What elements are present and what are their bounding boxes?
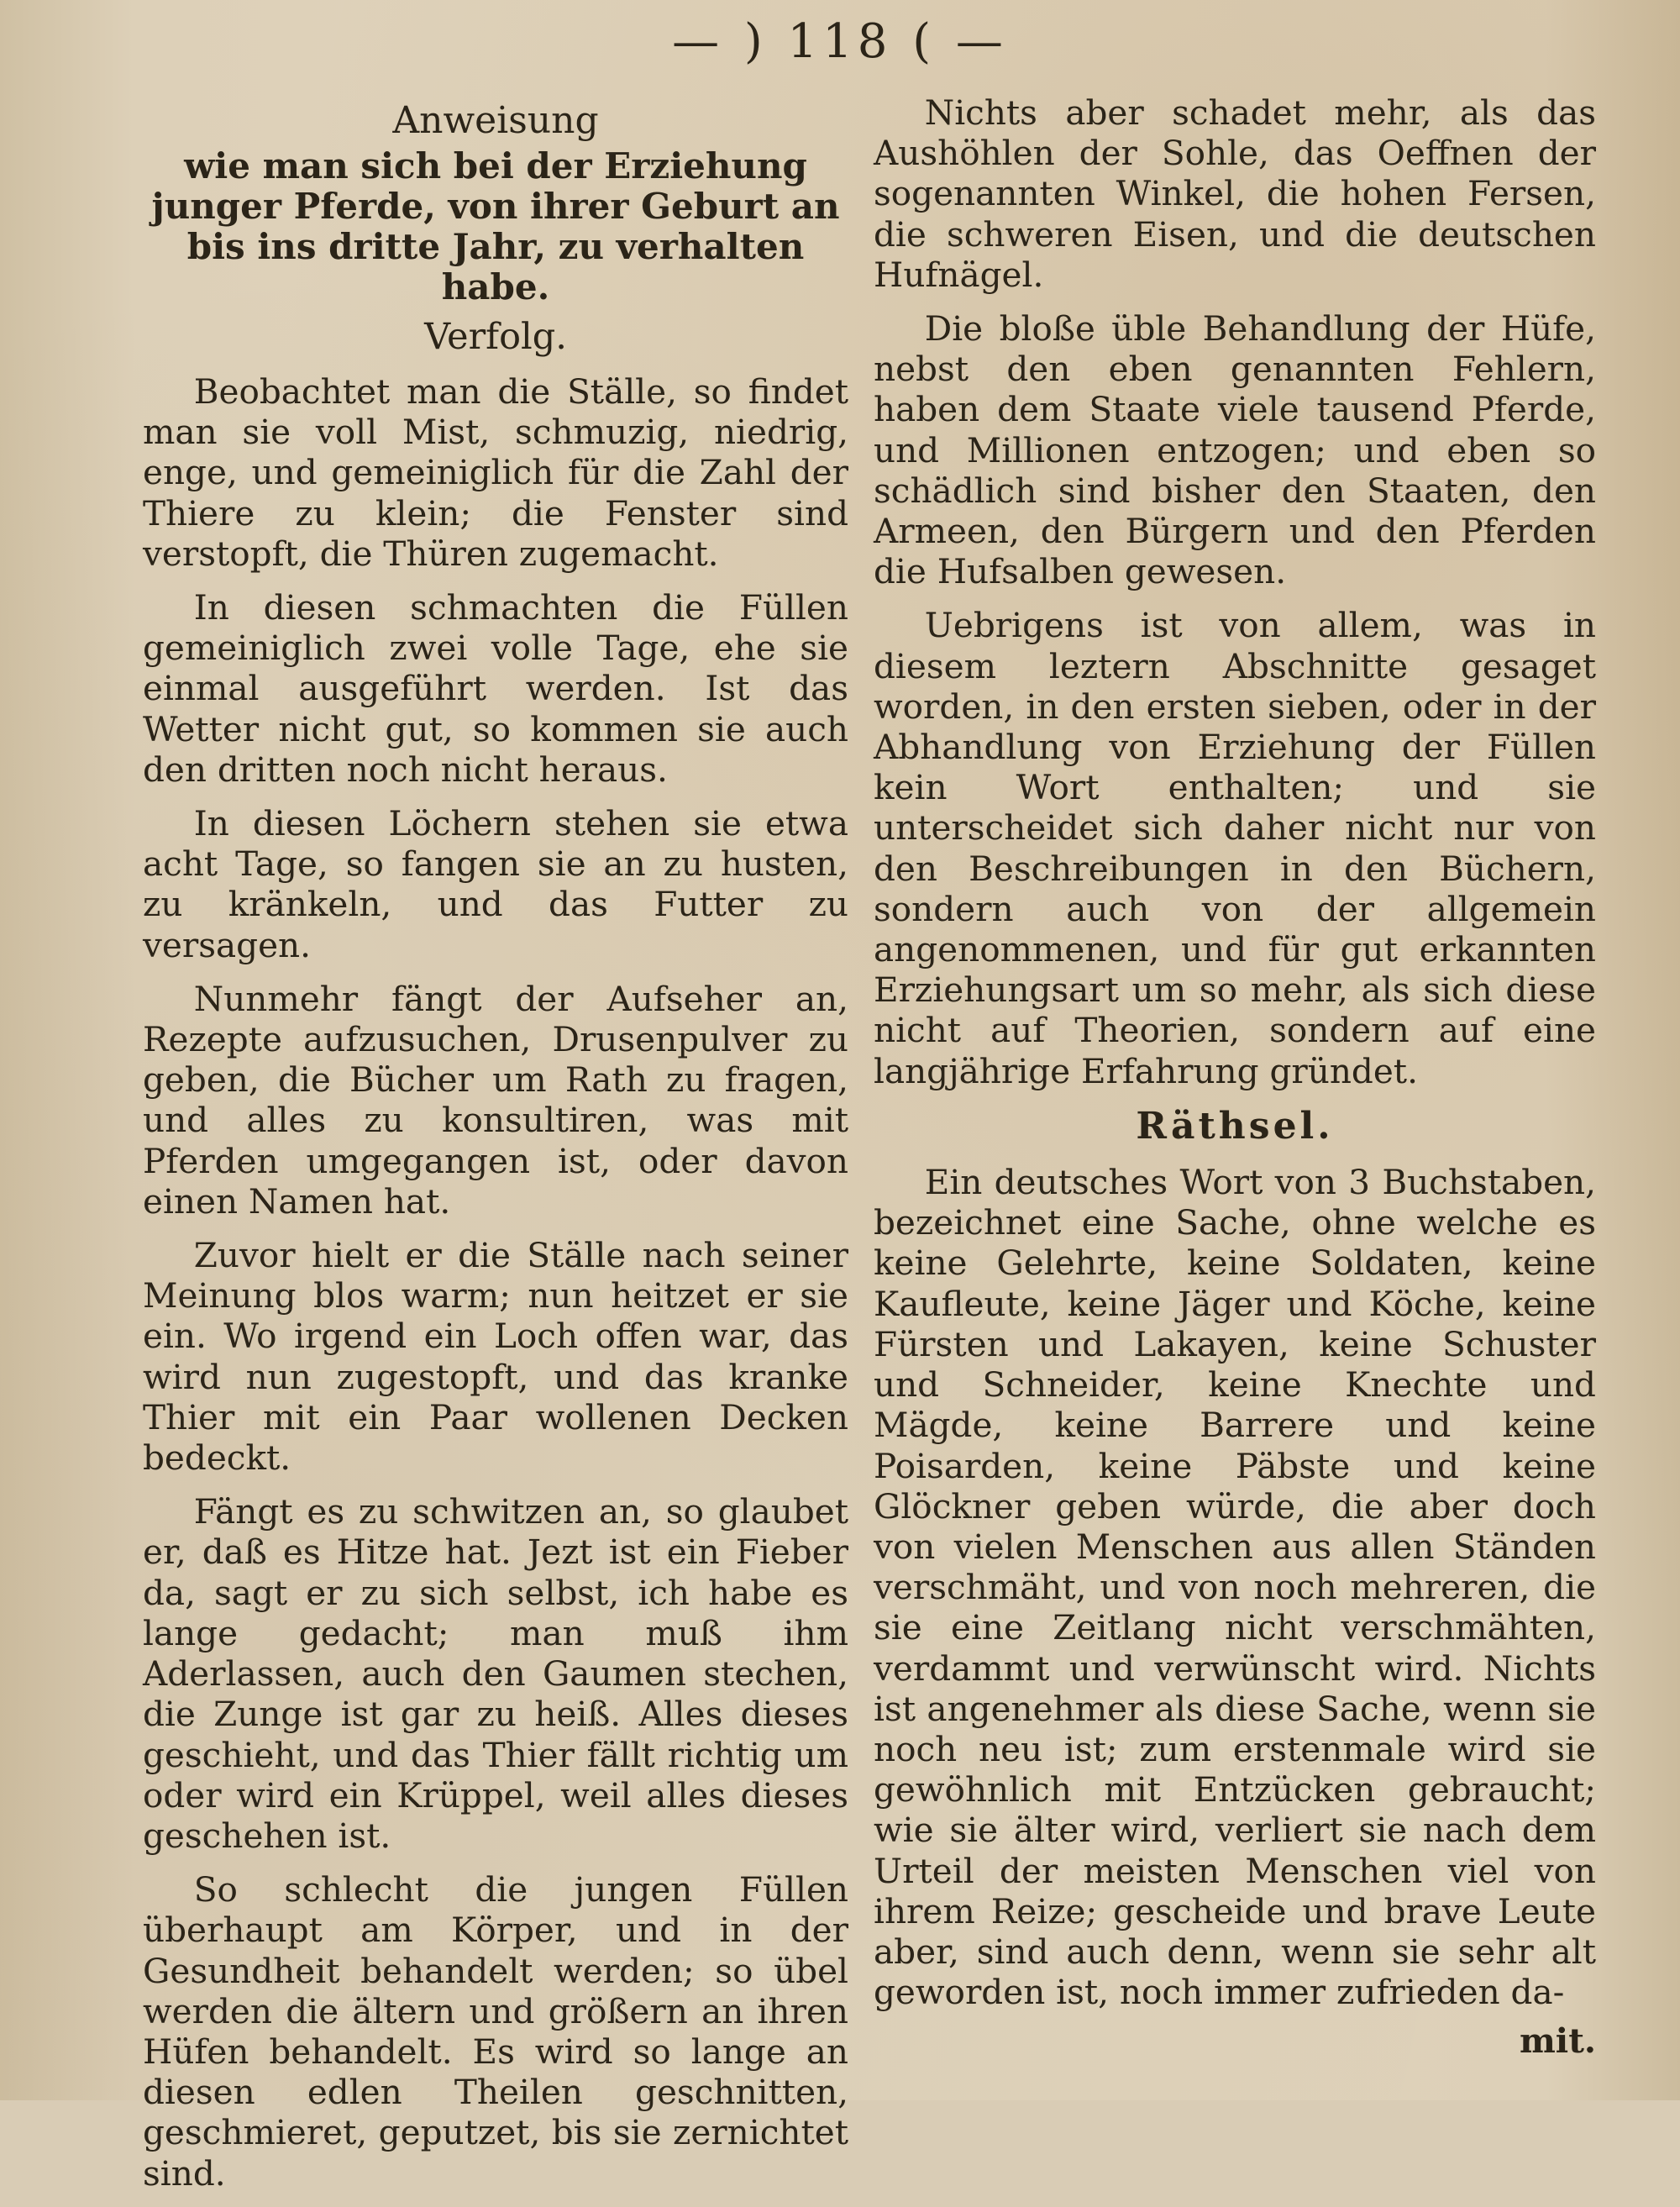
section-heading: Verfolg. bbox=[424, 316, 567, 358]
paragraph: Die bloße üble Behandlung der Hüfe, nebst den eben genannten Fehlern, haben dem Staate viele tausend Pferde, und Millionen entzogen; und eben so schädlich sind bisher den Staaten, den Armeen, den Bürgern und den Pferden die Hufsalben gewesen. bbox=[874, 308, 1596, 592]
paragraph: Nichts aber schadet mehr, als das Aushöhlen der Sohle, das Oeffnen der sogenannten Winkel, die hohen Fersen, die schweren Eisen, und die deutschen Hufnägel. bbox=[874, 92, 1596, 295]
riddle-end-word: mit. bbox=[1519, 2020, 1596, 2062]
article-title: Anweisung bbox=[392, 99, 599, 142]
paragraph: In diesen Löchern stehen sie etwa acht Tage, so fangen sie an zu husten, zu kränkeln, und das Futter zu versagen. bbox=[143, 803, 848, 965]
paragraph: Uebrigens ist von allem, was in diesem leztern Abschnitte gesaget worden, in den ersten sieben, oder in der Abhandlung von Erziehung der Füllen kein Wort enthalten; und sie unterscheidet sich daher nicht nur von den Beschreibungen in den Büchern, sondern auch von der allgemein angenommenen, und für gut erkannten Erziehungsart um so mehr, als sich diese nicht auf Theorien, sondern auf eine langjährige Erfahrung gründet. bbox=[874, 605, 1596, 1091]
paragraph: In diesen schmachten die Füllen gemeiniglich zwei volle Tage, ehe sie einmal ausgeführt werden. Ist das Wetter nicht gut, so kommen sie auch den dritten noch nicht heraus. bbox=[143, 587, 848, 790]
paragraph: Nunmehr fängt der Aufseher an, Rezepte aufzusuchen, Drusenpulver zu geben, die Bücher um Rath zu fragen, und alles zu konsultiren, was mit Pferden umgegangen ist, oder davon einen Namen hat. bbox=[143, 978, 848, 1222]
right-column bbox=[874, 92, 1596, 2062]
paragraph: So schlecht die jungen Füllen überhaupt am Körper, und in der Gesundheit behandelt werden; so übel werden die ältern und größern an ihren Hüfen behandelt. Es wird so lange an diesen edlen Theilen geschnitten, geschmieret, geputzet, bis sie zernichtet sind. bbox=[143, 1869, 848, 2194]
paragraph: Fängt es zu schwitzen an, so glaubet er, daß es Hitze hat. Jezt ist ein Fieber da, sagt er zu sich selbst, ich habe es lange gedacht; man muß ihm Aderlassen, auch den Gaumen stechen, die Zunge ist gar zu heiß. Alles dieses geschieht, und das Thier fällt richtig um oder wird ein Krüppel, weil alles dieses geschehen ist. bbox=[143, 1491, 848, 1856]
page-number-header: — ) 118 ( — bbox=[672, 14, 1008, 69]
riddle-heading: Räthsel. bbox=[1136, 1104, 1334, 1148]
article-subtitle: wie man sich bei der Erziehung junger Pferde, von ihrer Geburt an bis ins dritte Jahr, zu verhalten habe. bbox=[151, 145, 840, 307]
riddle-text: Ein deutsches Wort von 3 Buchstaben, bezeichnet eine Sache, ohne welche es keine Gelehrte, keine Soldaten, keine Kaufleute, keine Jäger und Köche, keine Fürsten und Lakayen, keine Schuster und Schneider, keine Knechte und Mägde, keine Barrere und keine Poisarden, keine Päbste und keine Glöckner geben würde, die aber doch von vielen Menschen aus allen Ständen verschmäht, und von noch mehreren, die sie eine Zeitlang nicht verschmähten, verdammt und verwünscht wird. Nichts ist angenehmer als diese Sache, wenn sie noch neu ist; zum erstenmale wird sie gewöhnlich mit Entzücken gebraucht; wie sie älter wird, verliert sie nach dem Urteil der meisten Menschen viel von ihrem Reize; gescheide und brave Leute aber, sind auch denn, wenn sie sehr alt geworden ist, noch immer zufrieden da- bbox=[874, 1162, 1596, 2013]
paragraph: Zuvor hielt er die Ställe nach seiner Meinung blos warm; nun heitzet er sie ein. Wo irgend ein Loch offen war, das wird nun zugestopft, und das kranke Thier mit ein Paar wollenen Decken bedeckt. bbox=[143, 1235, 848, 1479]
paragraph: Beobachtet man die Ställe, so findet man sie voll Mist, schmuzig, niedrig, enge, und gemeiniglich für die Zahl der Thiere zu klein; die Fenster sind verstopft, die Thüren zugemacht. bbox=[143, 371, 848, 574]
left-column bbox=[143, 99, 848, 2207]
